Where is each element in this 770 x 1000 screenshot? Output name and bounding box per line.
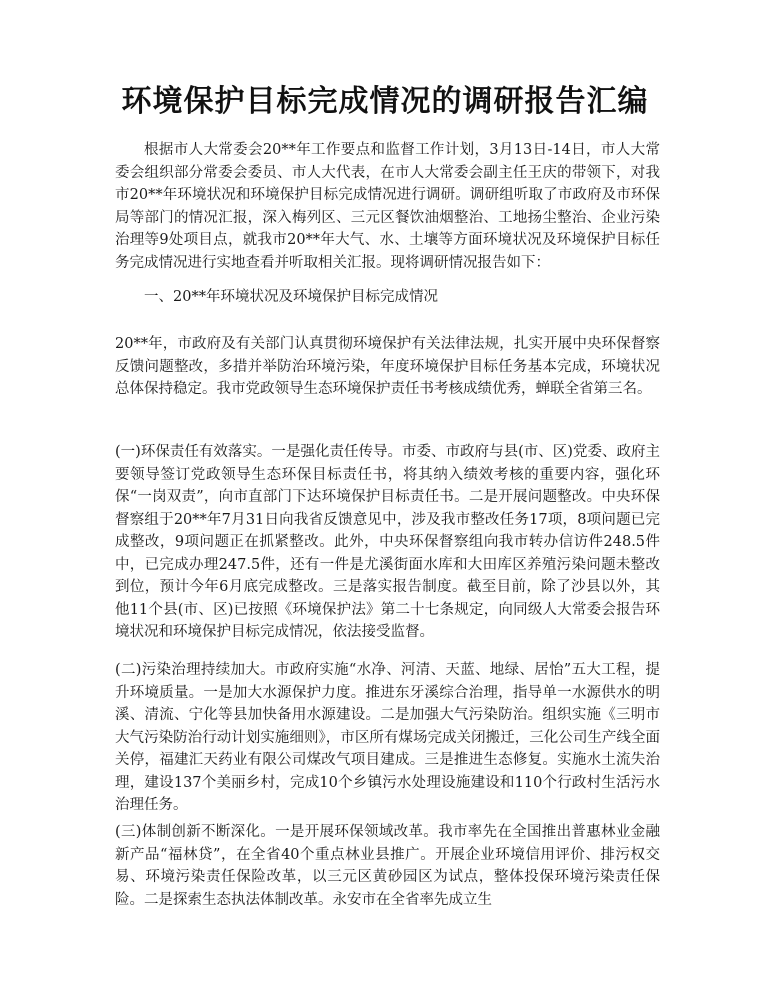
body-paragraph: (一)环保责任有效落实。一是强化责任传导。市委、市政府与县(市、区)党委、政府主要领导签订党政领导生态环保目标责任书，将其纳入绩效考核的重要内容，强化环保“一岗双责”，向市直部门下达环境保护目标责任书。二是开展问题整改。中央环保督察组于20**年7月31日向我省反馈意见中，涉及我市整改任务17项，8项问题已完成整改，9项问题正在抓紧整改。此外，中央环保督察组向我市转办信访件248.5件中，已完成办理247.5件，还有一件是尤溪街面水库和大田库区养殖污染问题未整改到位，预计今年6月底完成整改。三是落实报告制度。截至目前，除了沙县以外，其他11个县(市、区)已按照《环境保护法》第二十七条规定，向同级人大常委会报告环境状况和环境保护目标完成情况，依法接受监督。 [115,444,660,640]
body-paragraph: (二)污染治理持续加大。市政府实施“水净、河清、天蓝、地绿、居怡”五大工程，提升环境质量。一是加大水源保护力度。推进东牙溪综合治理，指导单一水源供水的明溪、清流、宁化等县加快备用水源建设。二是加强大气污染防治。组织实施《三明市大气污染防治行动计划实施细则》，市区所有煤场完成关闭搬迁，三化公司生产线全面关停，福建汇天药业有限公司煤改气项目建成。三是推进生态修复。实施水土流失治理，建设137个美丽乡村，完成10个乡镇污水处理设施建设和110个行政村生活污水治理任务。 [115,662,660,813]
document-title: 环境保护目标完成情况的调研报告汇编 [121,84,649,119]
body-paragraph: (三)体制创新不断深化。一是开展环保领域改革。我市率先在全国推出普惠林业金融新产品“福林贷”，在全省40个重点林业县推广。开展企业环境信用评价、排污权交易、环境污染责任保险改革，以三元区黄砂园区为试点，整体投保环境污染责任保险。二是探索生态执法体制改革。永安市在全省率先成立生 [115,824,660,908]
intro-paragraph: 根据市人大常委会20**年工作要点和监督工作计划，3月13日-14日，市人大常委会组织部分常委会委员、市人大代表，在市人大常委会副主任王庆的带领下，对我市20**年环境状况和环境保护目标完成情况进行调研。调研组听取了市政府及市环保局等部门的情况汇报，深入梅列区、三元区餐饮油烟整治、工地扬尘整治、企业污染治理等9处项目点，就我市20**年大气、水、土壤等方面环境状况及环境保护目标任务完成情况进行实地查看并听取相关汇报。现将调研情况报告如下： [115,142,660,271]
section-heading: 一、20**年环境状况及环境保护目标完成情况 [144,289,438,305]
body-paragraph: 20**年，市政府及有关部门认真贯彻环境保护有关法律法规，扎实开展中央环保督察反馈问题整改，多措并举防治环境污染，年度环境保护目标任务基本完成，环境状况总体保持稳定。我市党政领导生态环境保护责任书考核成绩优秀，蝉联全省第三名。 [115,336,660,397]
